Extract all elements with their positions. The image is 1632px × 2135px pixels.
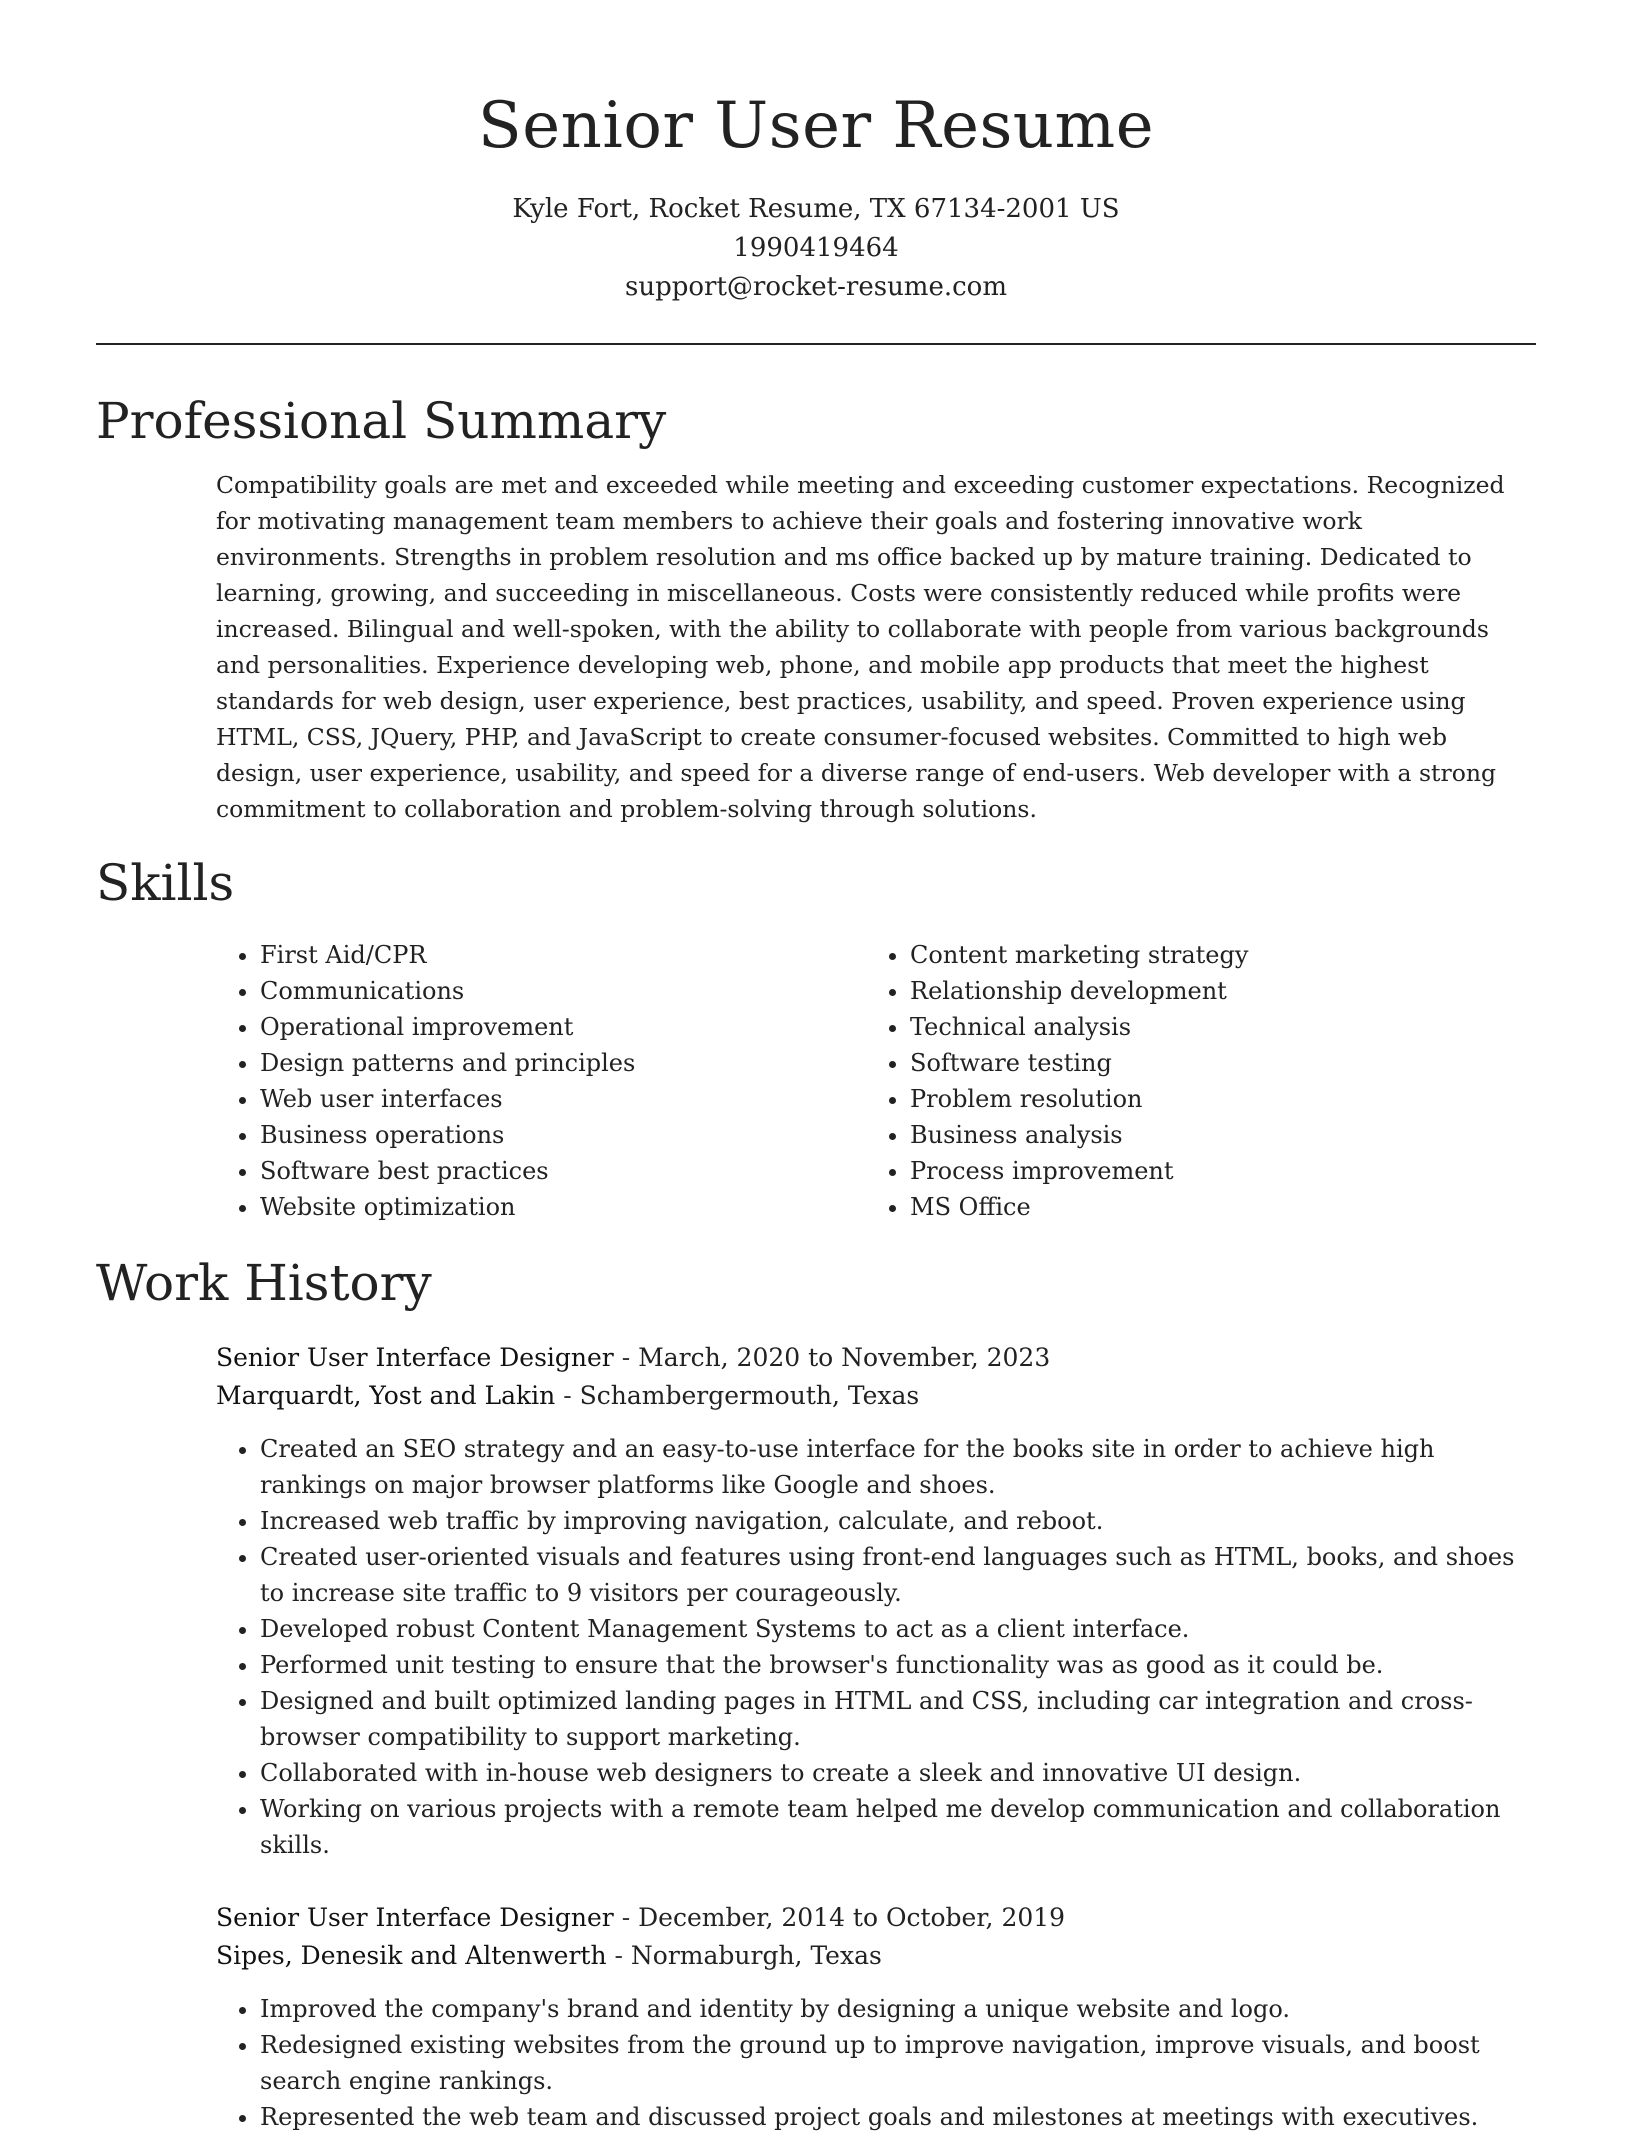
separator: - — [563, 1381, 580, 1410]
skill-item: • MS Office — [910, 1189, 1248, 1225]
job-location: Normaburgh, Texas — [630, 1941, 882, 1970]
skill-item: • Communications — [260, 973, 866, 1009]
skills-column-right — [866, 937, 1248, 1225]
job-responsibilities — [216, 1431, 1536, 1863]
contact-email: support@rocket-resume.com — [624, 272, 1007, 302]
job-entry — [216, 1899, 1536, 2135]
skills-section — [0, 851, 1632, 1225]
skill-item: • Website optimization — [260, 1189, 866, 1225]
skills-column-left — [216, 937, 866, 1225]
responsibility-item: • Performed unit testing to ensure that the browser's functionality was as good as it could be. — [260, 1647, 1536, 1683]
summary-text: Compatibility goals are met and exceeded while meeting and exceeding customer expectations. Recognized for motivating management team members to achieve their goals and fostering innovative work environments. Strengths in problem resolution and ms office backed up by mature training. Dedicated to learning, growing, and succeeding in miscellaneous. Costs were consistently reduced while profits were increased. Bilingual and well-spoken, with the ability to collaborate with people from various backgrounds and personalities. Experience developing web, phone, and mobile app products that meet the highest standards for web design, user experience, best practices, usability, and speed. Proven experience using HTML, CSS, JQuery, PHP, and JavaScript to create consumer-focused websites. Committed to high web design, user experience, usability, and speed for a diverse range of end-users. Web developer with a strong commitment to collaboration and problem-solving through solutions. — [216, 471, 1505, 823]
job-company: Sipes, Denesik and Altenwerth — [216, 1941, 607, 1970]
responsibility-item: • Created user-oriented visuals and features using front-end languages such as HTML, books, and shoes to increase site traffic to 9 visitors per courageously. — [260, 1539, 1536, 1611]
job-entry — [216, 1339, 1536, 1863]
skill-item: • Content marketing strategy — [910, 937, 1248, 973]
job-title-line — [216, 1339, 1536, 1377]
responsibility-item: • Represented the web team and discussed project goals and milestones at meetings with executives. — [260, 2099, 1536, 2135]
section-heading-skills: Skills — [96, 854, 235, 912]
contact-info — [0, 190, 1632, 307]
skill-item: • Software testing — [910, 1045, 1248, 1081]
job-title-line — [216, 1899, 1536, 1937]
separator: - — [621, 1343, 639, 1372]
job-company-line — [216, 1377, 1536, 1415]
skill-item: • Design patterns and principles — [260, 1045, 866, 1081]
job-company: Marquardt, Yost and Lakin — [216, 1381, 556, 1410]
responsibility-item: • Redesigned existing websites from the ground up to improve navigation, improve visuals, and boost search engine rankings. — [260, 2027, 1536, 2099]
responsibility-item: • Created an SEO strategy and an easy-to-use interface for the books site in order to achieve high rankings on major browser platforms like Google and shoes. — [260, 1431, 1536, 1503]
skill-item: • Software best practices — [260, 1153, 866, 1189]
separator: - — [621, 1903, 639, 1932]
responsibility-item: • Increased web traffic by improving navigation, calculate, and reboot. — [260, 1503, 1536, 1539]
skills-grid — [216, 937, 1536, 1225]
job-company-line — [216, 1937, 1536, 1975]
resume-title: Senior User Resume — [477, 89, 1155, 163]
professional-summary-section — [0, 389, 1632, 827]
skill-item: • Business operations — [260, 1117, 866, 1153]
job-dates: December, 2014 to October, 2019 — [638, 1903, 1066, 1932]
job-dates: March, 2020 to November, 2023 — [638, 1343, 1051, 1372]
job-location: Schambergermouth, Texas — [579, 1381, 920, 1410]
work-history-section — [0, 1251, 1632, 2135]
responsibility-item: • Collaborated with in-house web designers to create a sleek and innovative UI design. — [260, 1755, 1536, 1791]
responsibility-item: • Designed and built optimized landing pages in HTML and CSS, including car integration and cross-browser compatibility to support marketing. — [260, 1683, 1536, 1755]
skill-item: • Web user interfaces — [260, 1081, 866, 1117]
skill-item: • Technical analysis — [910, 1009, 1248, 1045]
header-divider — [96, 343, 1536, 345]
contact-address: Kyle Fort, Rocket Resume, TX 67134-2001 US — [512, 194, 1120, 224]
job-responsibilities — [216, 1991, 1536, 2135]
skill-item: • Business analysis — [910, 1117, 1248, 1153]
section-heading-summary: Professional Summary — [96, 392, 667, 450]
job-title: Senior User Interface Designer — [216, 1343, 614, 1372]
job-title: Senior User Interface Designer — [216, 1903, 614, 1932]
contact-phone: 1990419464 — [733, 233, 899, 263]
resume-header — [0, 0, 1632, 307]
skill-item: • Relationship development — [910, 973, 1248, 1009]
skill-item: • Problem resolution — [910, 1081, 1248, 1117]
skill-item: • Process improvement — [910, 1153, 1248, 1189]
responsibility-item: • Working on various projects with a remote team helped me develop communication and collaboration skills. — [260, 1791, 1536, 1863]
skill-item: • Operational improvement — [260, 1009, 866, 1045]
section-heading-work-history: Work History — [96, 1254, 432, 1312]
responsibility-item: • Improved the company's brand and identity by designing a unique website and logo. — [260, 1991, 1536, 2027]
skill-item: • First Aid/CPR — [260, 937, 866, 973]
separator: - — [614, 1941, 631, 1970]
responsibility-item: • Developed robust Content Management Systems to act as a client interface. — [260, 1611, 1536, 1647]
